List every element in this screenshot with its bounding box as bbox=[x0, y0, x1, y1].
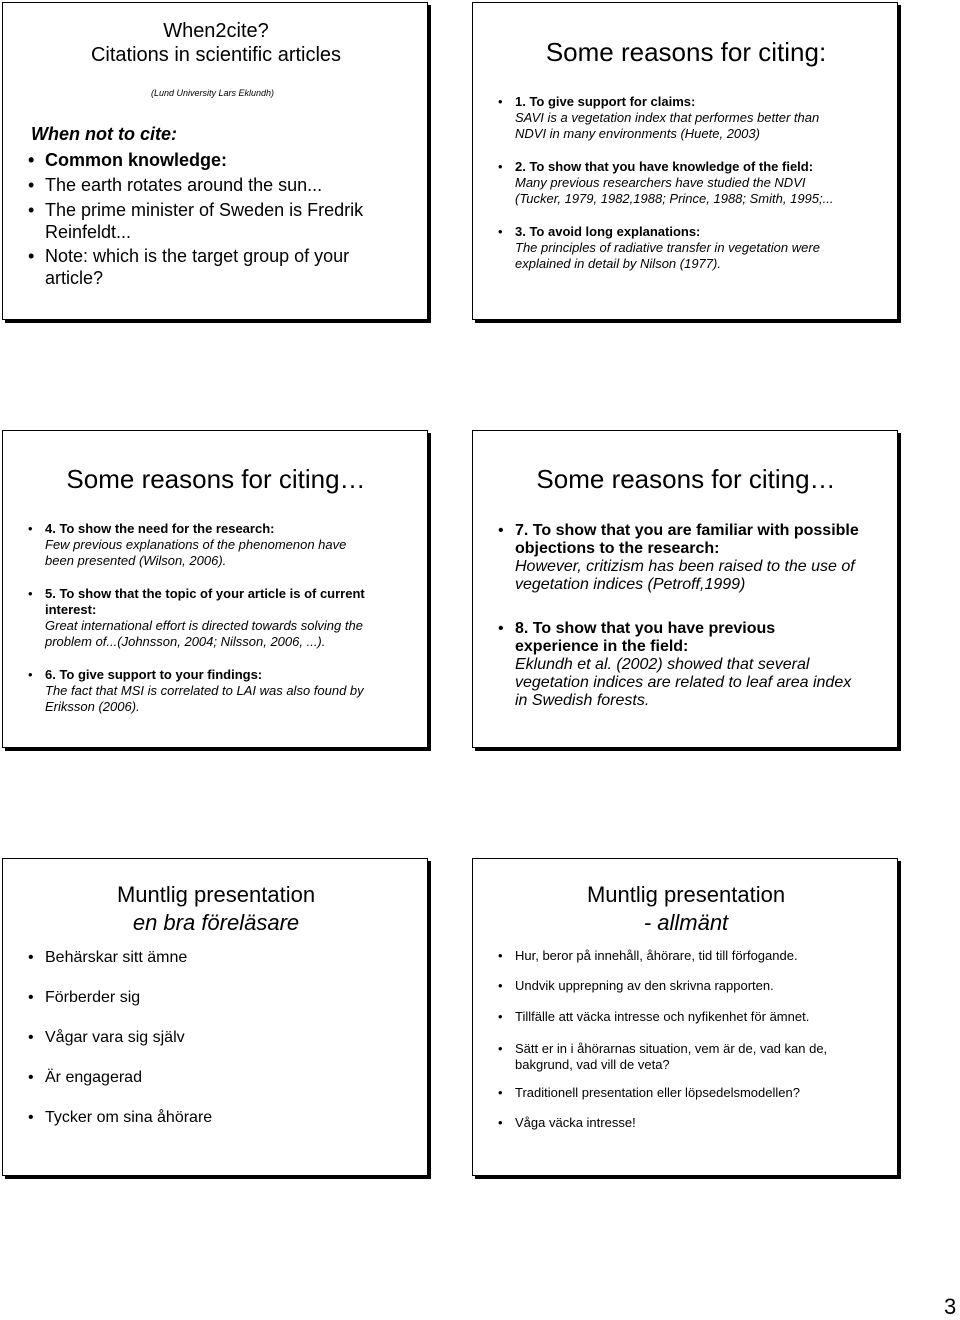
bullet-continuation: Reinfeldt... bbox=[45, 222, 132, 242]
bullet-item: • The earth rotates around the sun... bbox=[45, 174, 322, 196]
bullet-item: • Förberder sig bbox=[45, 989, 140, 1007]
title-line-2: - allmänt bbox=[643, 910, 729, 935]
bullet-item: • Vågar vara sig själv bbox=[45, 1029, 185, 1047]
reason-item bbox=[515, 94, 819, 142]
reason-label: objections to the research: bbox=[515, 540, 720, 557]
reason-label: • 5. To show that the topic of your article is of current bbox=[45, 586, 365, 601]
slide-reasons-2 bbox=[2, 430, 428, 748]
reason-text: Great international effort is directed towards solving the bbox=[45, 618, 363, 633]
reason-text: (Tucker, 1979, 1982,1988; Prince, 1988; Smith, 1995;... bbox=[515, 191, 834, 206]
title-line-2: en bra föreläsare bbox=[132, 910, 300, 935]
reason-label: • 8. To show that you have previous bbox=[515, 620, 776, 637]
reason-text: vegetation indices (Petroff,1999) bbox=[515, 576, 746, 593]
slide-title: Some reasons for citing… bbox=[66, 464, 366, 494]
reason-text: Few previous explanations of the phenomenon have bbox=[45, 537, 347, 552]
slide-muntlig-allmant bbox=[472, 858, 898, 1176]
reason-text: The principles of radiative transfer in vegetation were bbox=[515, 240, 820, 255]
title-line-2: Citations in scientific articles bbox=[90, 44, 342, 66]
bullet-item: • Tillfälle att väcka intresse och nyfikenhet för ämnet. bbox=[515, 1009, 809, 1025]
reason-text: Eklundh et al. (2002) showed that several bbox=[515, 656, 810, 673]
title-line-1: Muntlig presentation bbox=[116, 882, 316, 907]
bullet-item: • Tycker om sina åhörare bbox=[45, 1109, 212, 1127]
reason-text: in Swedish forests. bbox=[515, 692, 650, 709]
slide-reasons-3 bbox=[472, 430, 898, 748]
bullet-item: • Traditionell presentation eller löpsedelsmodellen? bbox=[515, 1085, 800, 1101]
reason-text: The fact that MSI is correlated to LAI was also found by bbox=[45, 683, 364, 698]
reason-text: problem of...(Johnsson, 2004; Nilsson, 2006, ...). bbox=[45, 634, 326, 649]
bullet-continuation: article? bbox=[45, 268, 104, 288]
title-line-1: Muntlig presentation bbox=[586, 882, 786, 907]
reason-label: 3. To avoid long explanations: bbox=[515, 224, 701, 239]
reason-item bbox=[515, 159, 833, 207]
reason-label: 1. To give support for claims: bbox=[515, 94, 696, 109]
reason-text: Many previous researchers have studied the NDVI bbox=[515, 175, 806, 190]
slide-muntlig-forelasare bbox=[2, 858, 428, 1176]
bullet-item: • Undvik upprepning av den skrivna rapporten. bbox=[515, 978, 774, 994]
bullet-item bbox=[515, 1041, 827, 1073]
page-number: 3 bbox=[944, 1294, 957, 1319]
slide-title bbox=[473, 881, 898, 937]
bullet-item: • Hur, beror på innehåll, åhörare, tid till förfogande. bbox=[515, 948, 798, 964]
reason-text: explained in detail by Nilson (1977). bbox=[515, 256, 721, 271]
reason-text: NDVI in many environments (Huete, 2003) bbox=[515, 126, 760, 141]
reason-label: 4. To show the need for the research: bbox=[45, 521, 275, 536]
slide-title bbox=[3, 19, 428, 67]
slide-title: Some reasons for citing: bbox=[545, 37, 827, 67]
reason-text: been presented (Wilson, 2006). bbox=[45, 553, 227, 568]
bullet-line: • Sätt er in i åhörarnas situation, vem är de, vad kan de, bbox=[515, 1041, 828, 1056]
reason-item bbox=[45, 586, 365, 650]
reason-item bbox=[515, 224, 820, 272]
reason-label: experience in the field: bbox=[515, 638, 689, 655]
bullet-item: • Note: which is the target group of your bbox=[45, 245, 349, 267]
reason-label: • 7. To show that you are familiar with possible bbox=[515, 522, 859, 539]
reason-text: Eriksson (2006). bbox=[45, 699, 140, 714]
bullet-item: • Common knowledge: bbox=[45, 149, 227, 171]
bullet-line: bakgrund, vad vill de veta? bbox=[515, 1057, 670, 1072]
reason-label: 2. To show that you have knowledge of the field: bbox=[515, 159, 814, 174]
title-line-1: When2cite? bbox=[163, 20, 269, 42]
reason-item bbox=[515, 620, 851, 710]
reason-label: 6. To give support to your findings: bbox=[45, 667, 263, 682]
bullet-item: • The prime minister of Sweden is Fredrik bbox=[45, 199, 363, 221]
section-heading: When not to cite: bbox=[31, 124, 177, 144]
slide-when2cite bbox=[2, 2, 428, 320]
bullet-item: • Våga väcka intresse! bbox=[515, 1115, 636, 1131]
reason-text: However, critizism has been raised to the use of bbox=[515, 558, 855, 575]
slide-reasons-1 bbox=[472, 2, 898, 320]
reason-item bbox=[515, 522, 859, 594]
slide-title bbox=[3, 881, 428, 937]
bullet-item: • Behärskar sitt ämne bbox=[45, 949, 187, 967]
reason-text: SAVI is a vegetation index that performes better than bbox=[515, 110, 820, 125]
reason-text: vegetation indices are related to leaf area index bbox=[515, 674, 852, 691]
bullet-item: • Är engagerad bbox=[45, 1069, 142, 1087]
slide-title: Some reasons for citing… bbox=[536, 464, 836, 494]
reason-item bbox=[45, 667, 364, 715]
reason-item bbox=[45, 521, 346, 569]
reason-label: interest: bbox=[45, 602, 97, 617]
affiliation: (Lund University Lars Eklundh) bbox=[151, 88, 275, 98]
